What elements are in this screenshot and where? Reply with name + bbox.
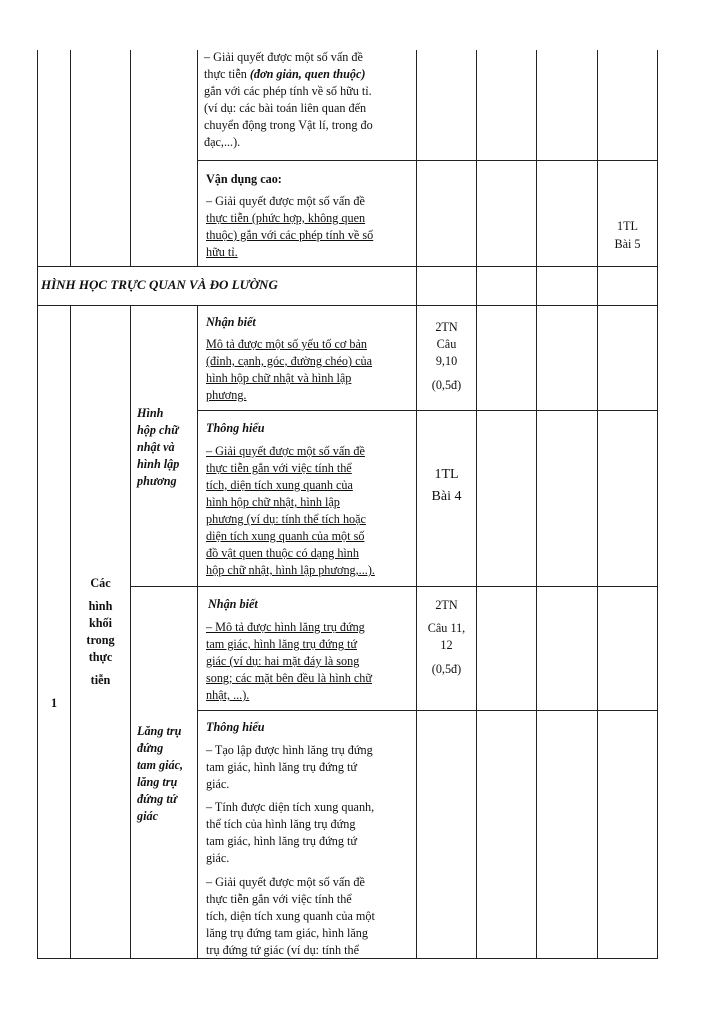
prism-nb-question-1: Câu 11, bbox=[427, 621, 466, 635]
prism-nb-line-1: – Mô tả được hình lăng trụ đứng bbox=[206, 620, 365, 634]
box-th-line-6: diện tích xung quanh của một số bbox=[206, 529, 365, 543]
prism-nb-line-3: giác (ví dụ: hai mặt đáy là song bbox=[206, 654, 360, 668]
prism-th-p2-line-2: thể tích của hình lăng trụ đứng bbox=[206, 817, 356, 831]
prism-th-p3-line-4: lăng trụ đứng tam giác, hình lăng bbox=[206, 926, 368, 940]
chapter-line-2: hình bbox=[88, 599, 113, 613]
vdc-question: Bài 5 bbox=[614, 237, 641, 251]
topic-prism-line-6: giác bbox=[137, 809, 158, 823]
prism-th-p3-line-5: trụ đứng tứ giác (ví dụ: tính thể bbox=[206, 943, 360, 957]
topic-box-line-1: Hình bbox=[137, 406, 164, 420]
prism-th-p2-line-1: – Tính được diện tích xung quanh, bbox=[206, 800, 375, 814]
top-cont-line-2-text bbox=[204, 67, 365, 81]
prism-nb-line-4: song; các mặt bên đều là hình chữ bbox=[206, 671, 373, 685]
box-th-line-8: hộp chữ nhật, hình lập phương,...). bbox=[206, 563, 375, 577]
topic-prism-line-1: Lăng trụ bbox=[137, 724, 182, 738]
prism-th-p1-line-1: – Tạo lập được hình lăng trụ đứng bbox=[206, 743, 373, 757]
prism-th-p1-line-2: tam giác, hình lăng trụ đứng tứ bbox=[206, 760, 357, 774]
top-cont-line-6: đạc,...). bbox=[204, 135, 241, 149]
box-th-question: Bài 4 bbox=[431, 489, 462, 504]
topic-prism-line-3: tam giác, bbox=[137, 758, 184, 772]
topic-prism-line-2: đứng bbox=[137, 741, 164, 755]
topic-box-line-5: phương bbox=[137, 474, 177, 488]
box-th-line-2: thực tiễn gắn với việc tính thể bbox=[206, 461, 352, 475]
vdc-line-4: hữu tỉ. bbox=[206, 245, 238, 259]
prism-th-p3-line-2: thực tiễn gắn với việc tính thể bbox=[206, 892, 352, 906]
box-th-line-7: đồ vật quen thuộc có dạng hình bbox=[206, 546, 359, 560]
topic-box-line-3: nhật và bbox=[137, 440, 175, 454]
box-th-heading: Thông hiểu bbox=[206, 421, 265, 435]
box-nb-line-1: Mô tả được một số yếu tố cơ bản bbox=[206, 337, 367, 351]
prism-th-p3-line-3: tích, diện tích xung quanh của một bbox=[206, 909, 375, 923]
vdc-line-3: thuộc) gắn với các phép tính về số bbox=[206, 228, 374, 242]
box-nb-line-3: hình hộp chữ nhật và hình lập bbox=[206, 371, 352, 385]
topic-prism-line-4: lăng trụ bbox=[137, 775, 178, 789]
topic-box-line-4: hình lập bbox=[137, 457, 180, 471]
top-cont-line-1: – Giải quyết được một số vấn đề bbox=[204, 50, 363, 64]
prism-th-p2-line-3: tam giác, hình lăng trụ đứng tứ bbox=[206, 834, 357, 848]
topic-prism-line-5: đứng tứ bbox=[137, 792, 178, 806]
box-th-count: 1TL bbox=[434, 467, 459, 482]
top-cont-line-2 bbox=[204, 66, 365, 83]
prism-nb-heading: Nhận biết bbox=[208, 597, 258, 611]
chapter-line-1: Các bbox=[90, 576, 111, 590]
top-cont-line-3: gắn với các phép tính về số hữu tỉ. bbox=[204, 84, 372, 98]
box-nb-heading: Nhận biết bbox=[206, 315, 256, 329]
box-th-line-1: – Giải quyết được một số vấn đề bbox=[206, 444, 365, 458]
prism-th-p3-line-1: – Giải quyết được một số vấn đề bbox=[206, 875, 365, 889]
chapter-line-5: thực bbox=[88, 650, 113, 664]
prism-th-heading: Thông hiểu bbox=[206, 720, 265, 734]
box-th-line-4: hình hộp chữ nhật, hình lập bbox=[206, 495, 340, 509]
box-th-line-5: phương (ví dụ: tính thể tích hoặc bbox=[206, 512, 366, 526]
top-cont-line-5: chuyển động trong Vật lí, trong đo bbox=[204, 118, 373, 132]
prism-nb-count: 2TN bbox=[435, 598, 458, 612]
box-nb-line-2: (đỉnh, cạnh, góc, đường chéo) của bbox=[206, 354, 373, 368]
box-nb-question-2: 9,10 bbox=[435, 354, 458, 368]
box-nb-score: (0,5đ) bbox=[431, 378, 462, 392]
prism-th-p2-line-4: giác. bbox=[206, 851, 230, 865]
vdc-count: 1TL bbox=[617, 219, 638, 233]
vdc-line-2: thực tiễn (phức hợp, không quen bbox=[206, 211, 366, 225]
top-cont-line-4: (ví dụ: các bài toán liên quan đến bbox=[204, 101, 367, 115]
prism-th-p1-line-3: giác. bbox=[206, 777, 230, 791]
box-nb-question-1: Câu bbox=[436, 337, 457, 351]
box-nb-line-4: phương. bbox=[206, 388, 247, 402]
stt-number: 1 bbox=[50, 696, 58, 710]
topic-box-line-2: hộp chữ bbox=[137, 423, 179, 437]
box-nb-count: 2TN bbox=[435, 320, 458, 334]
box-th-line-3: tích, diện tích xung quanh của bbox=[206, 478, 353, 492]
chapter-line-4: trong bbox=[86, 633, 115, 647]
vdc-line-1: – Giải quyết được một số vấn đề bbox=[206, 194, 365, 208]
top-cont-line-2-plain: thực tiễn bbox=[204, 67, 250, 81]
section-title: HÌNH HỌC TRỰC QUAN VÀ ĐO LƯỜNG bbox=[41, 277, 278, 292]
chapter-line-3: khối bbox=[88, 616, 113, 630]
prism-nb-question-2: 12 bbox=[440, 638, 453, 652]
prism-nb-line-5: nhật, ...). bbox=[206, 688, 250, 702]
chapter-line-6: tiễn bbox=[90, 673, 111, 687]
prism-nb-score: (0,5đ) bbox=[431, 662, 462, 676]
top-cont-line-2-emphasis: (đơn giản, quen thuộc) bbox=[249, 67, 366, 81]
van-dung-cao-heading: Vận dụng cao: bbox=[206, 172, 282, 186]
prism-nb-line-2: tam giác, hình lăng trụ đứng tứ bbox=[206, 637, 357, 651]
